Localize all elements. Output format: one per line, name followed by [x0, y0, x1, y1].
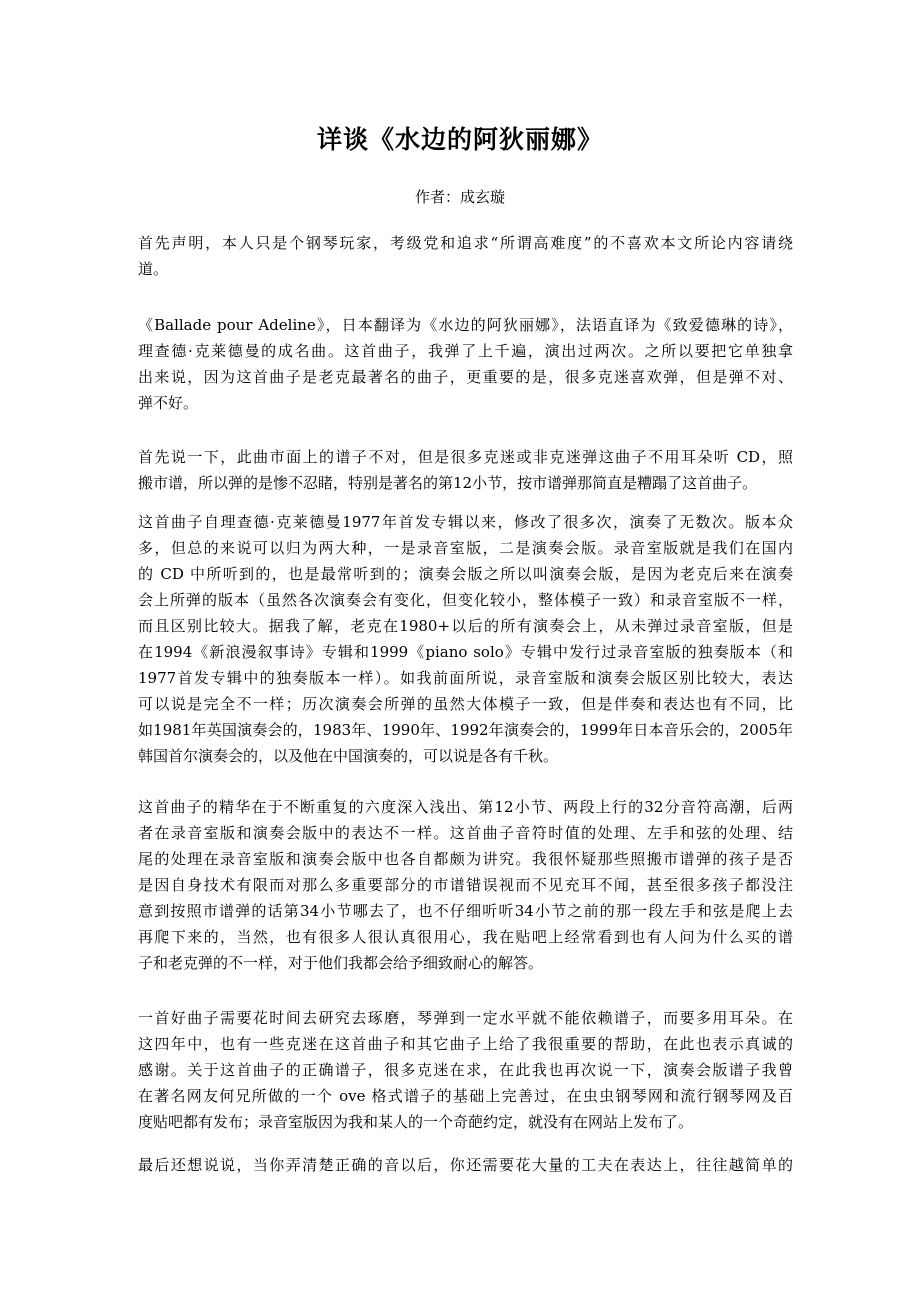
text-line: 是因自身技术有限而对那么多重要部分的市谱错误视而不见充耳不闻，甚至很多孩子都没注 — [138, 876, 793, 894]
paragraph-2 — [138, 312, 793, 416]
text-line: 子和老克弹的不一样，对于他们我都会给予细致耐心的解答。 — [138, 954, 544, 972]
text-line: 再爬下来的，当然，也有很多人很认真很用心，我在贴吧上经常看到也有人问为什么买的谱 — [138, 928, 793, 946]
text-line: 会上所弹的版本（虽然各次演奏会有变化，但变化较小，整体模子一致）和录音室版不一样， — [138, 591, 793, 609]
text-line: 意到按照市谱弹的话第34小节哪去了，也不仔细听听34小节之前的那一段左手和弦是爬上去 — [138, 902, 793, 920]
paragraph-4 — [138, 509, 793, 769]
text-line: 可以说是完全不一样；历次演奏会所弹的虽然大体模子一致，但是伴奏和表达也有不同，比 — [138, 695, 793, 713]
text-line: 在著名网友何兄所做的一个 ove 格式谱子的基础上完善过，在虫虫钢琴网和流行钢琴网及百 — [138, 1087, 793, 1105]
text-line: 如1981年英国演奏会的，1983年、1990年、1992年演奏会的，1999年日本音乐会的，2005年 — [138, 721, 793, 739]
text-line: 多，但总的来说可以归为两大种，一是录音室版，二是演奏会版。录音室版就是我们在国内 — [138, 539, 793, 557]
text-line: 而且区别比较大。据我了解，老克在1980+以后的所有演奏会上，从未弹过录音室版，但是 — [138, 617, 793, 635]
text-line: 一首好曲子需要花时间去研究去琢磨，琴弹到一定水平就不能依赖谱子，而要多用耳朵。在 — [138, 1009, 793, 1027]
text-line: 感谢。关于这首曲子的正确谱子，很多克迷在求，在此我也再次说一下，演奏会版谱子我曾 — [138, 1061, 793, 1079]
paragraph-6 — [138, 1005, 793, 1135]
text-line: 出来说，因为这首曲子是老克最著名的曲子，更重要的是，很多克迷喜欢弹，但是弹不对、 — [138, 368, 793, 386]
text-line: 首先说一下，此曲市面上的谱子不对，但是很多克迷或非克迷弹这曲子不用耳朵听 CD，照 — [138, 448, 793, 466]
paragraph-1 — [138, 230, 793, 282]
text-line: 这首曲子的精华在于不断重复的六度深入浅出、第12小节、两段上行的32分音符高潮，后两 — [138, 798, 793, 816]
text-line: 尾的处理在录音室版和演奏会版中也各自都颇为讲究。我很怀疑那些照搬市谱弹的孩子是否 — [138, 850, 793, 868]
paragraph-3 — [138, 444, 793, 496]
text-line: 《Ballade pour Adeline》，日本翻译为《水边的阿狄丽娜》，法语直译为《致爱德琳的诗》， — [138, 316, 793, 334]
text-line: 这首曲子自理查德·克莱德曼1977年首发专辑以来，修改了很多次，演奏了无数次。版本众 — [138, 513, 793, 531]
text-line: 搬市谱，所以弹的是惨不忍睹，特别是著名的第12小节，按市谱弹那简直是糟蹋了这首曲子。 — [138, 474, 758, 492]
text-line: 这四年中，也有一些克迷在这首曲子和其它曲子上给了我很重要的帮助，在此也表示真诚的 — [138, 1035, 793, 1053]
text-line: 韩国首尔演奏会的，以及他在中国演奏的，可以说是各有千秋。 — [138, 747, 559, 765]
text-line: 度贴吧都有发布；录音室版因为我和某人的一个奇葩约定，就没有在网站上发布了。 — [138, 1113, 694, 1131]
text-line: 首先声明，本人只是个钢琴玩家，考级党和追求“所谓高难度”的不喜欢本文所论内容请绕 — [138, 234, 793, 252]
text-line: 在1994《新浪漫叙事诗》专辑和1999《piano solo》专辑中发行过录音室版的独奏版本（和 — [138, 643, 793, 661]
text-line: 理查德·克莱德曼的成名曲。这首曲子，我弹了上千遍，演出过两次。之所以要把它单独拿 — [138, 342, 793, 360]
paragraph-7 — [138, 1152, 793, 1178]
text-line: 弹不好。 — [138, 394, 199, 412]
text-line: 最后还想说说，当你弄清楚正确的音以后，你还需要花大量的工夫在表达上，往往越简单的 — [138, 1156, 793, 1174]
text-line: 道。 — [138, 260, 169, 278]
text-line: 者在录音室版和演奏会版中的表达不一样。这首曲子音符时值的处理、左手和弦的处理、结 — [138, 824, 793, 842]
text-line: 1977首发专辑中的独奏版本一样）。如我前面所说，录音室版和演奏会版区别比较大，表达 — [138, 669, 793, 687]
paragraph-5 — [138, 794, 793, 976]
text-line: 的 CD 中所听到的，也是最常听到的；演奏会版之所以叫演奏会版，是因为老克后来在演奏 — [138, 565, 793, 583]
document-title: 详谈《水边的阿狄丽娜》 — [316, 125, 603, 154]
author-line: 作者：成玄璇 — [414, 188, 505, 206]
